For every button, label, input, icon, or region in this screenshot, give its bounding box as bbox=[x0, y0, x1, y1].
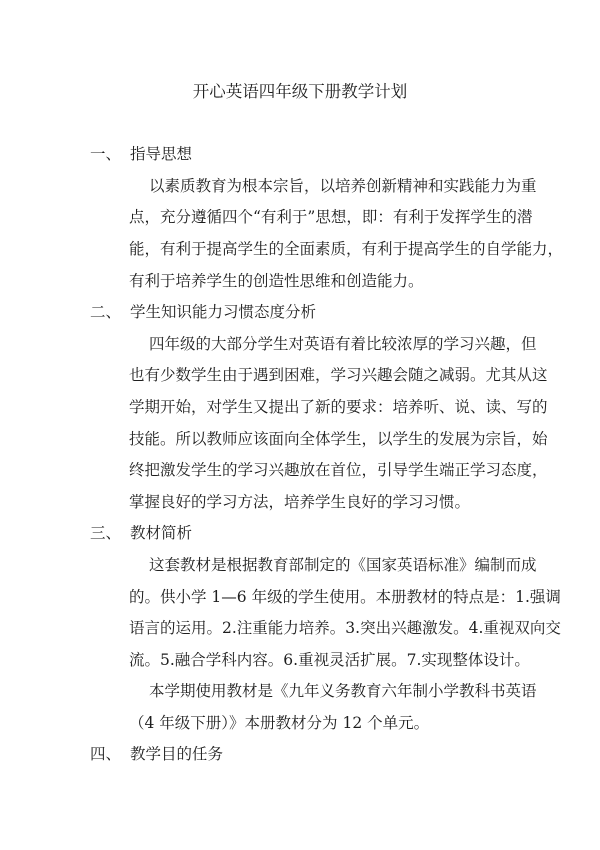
paragraph-line-row bbox=[0, 550, 600, 582]
paragraph-line-row bbox=[0, 329, 600, 361]
paragraph-line-row bbox=[0, 202, 600, 234]
paragraph-line: 学期开始，对学生又提出了新的要求：培养听、说、读、写的 bbox=[129, 397, 548, 416]
document-title: 开心英语四年级下册教学计划 bbox=[192, 82, 408, 101]
paragraph-line: 能，有利于提高学生的全面素质，有利于提高学生的自学能力， bbox=[129, 239, 564, 258]
section-heading: 教材简析 bbox=[130, 524, 193, 543]
paragraph-line-row bbox=[0, 645, 600, 677]
paragraph-line-row bbox=[0, 676, 600, 708]
section-heading-row bbox=[0, 297, 600, 329]
section-heading-row bbox=[0, 518, 600, 550]
section-number: 三、 bbox=[90, 524, 122, 543]
paragraph-line: 掌握良好的学习方法，培养学生良好的学习习惯。 bbox=[129, 492, 471, 511]
section-number: 四、 bbox=[90, 745, 122, 764]
paragraph-line: 终把激发学生的学习兴趣放在首位，引导学生端正学习态度， bbox=[129, 461, 548, 480]
section-heading: 教学目的任务 bbox=[130, 745, 224, 764]
paragraph-line: 四年级的大部分学生对英语有着比较浓厚的学习兴趣，但 bbox=[149, 334, 537, 353]
paragraph-line: 的。供小学 1—6 年级的学生使用。本册教材的特点是：1.强调 bbox=[129, 587, 561, 606]
paragraph-line: 流。5.融合学科内容。6.重视灵活扩展。7.实现整体设计。 bbox=[129, 650, 530, 669]
paragraph-line-row bbox=[0, 708, 600, 740]
paragraph-line-row bbox=[0, 487, 600, 519]
paragraph-line: 这套教材是根据教育部制定的《国家英语标准》编制而成 bbox=[149, 555, 537, 574]
document-page bbox=[0, 76, 600, 771]
paragraph-line: 点，充分遵循四个“有利于”思想，即：有利于发挥学生的潜 bbox=[129, 208, 533, 227]
paragraph-line-row bbox=[0, 266, 600, 298]
paragraph-line-row bbox=[0, 234, 600, 266]
paragraph-line-row bbox=[0, 613, 600, 645]
paragraph-line: 有利于培养学生的创造性思维和创造能力。 bbox=[129, 271, 424, 290]
section-heading: 指导思想 bbox=[130, 145, 193, 164]
section-number: 一、 bbox=[90, 145, 122, 164]
paragraph-line-row bbox=[0, 455, 600, 487]
paragraph-line-row bbox=[0, 424, 600, 456]
paragraph-line-row bbox=[0, 582, 600, 614]
paragraph-line: 技能。所以教师应该面向全体学生，以学生的发展为宗旨，始 bbox=[129, 429, 548, 448]
section-heading-row bbox=[0, 739, 600, 771]
blank-line bbox=[0, 108, 600, 140]
paragraph-line: （4 年级下册）》本册教材分为 12 个单元。 bbox=[129, 713, 430, 732]
paragraph-line-row bbox=[0, 171, 600, 203]
paragraph-line: 以素质教育为根本宗旨，以培养创新精神和实践能力为重 bbox=[149, 176, 537, 195]
paragraph-line: 语言的运用。2.注重能力培养。3.突出兴趣激发。4.重视双向交 bbox=[129, 619, 561, 638]
paragraph-line: 本学期使用教材是《九年义务教育六年制小学教科书英语 bbox=[149, 682, 537, 701]
paragraph-line: 也有少数学生由于遇到困难，学习兴趣会随之减弱。尤其从这 bbox=[129, 366, 548, 385]
section-number: 二、 bbox=[90, 303, 122, 322]
paragraph-line-row bbox=[0, 360, 600, 392]
section-heading: 学生知识能力习惯态度分析 bbox=[130, 303, 317, 322]
section-heading-row bbox=[0, 139, 600, 171]
paragraph-line-row bbox=[0, 392, 600, 424]
